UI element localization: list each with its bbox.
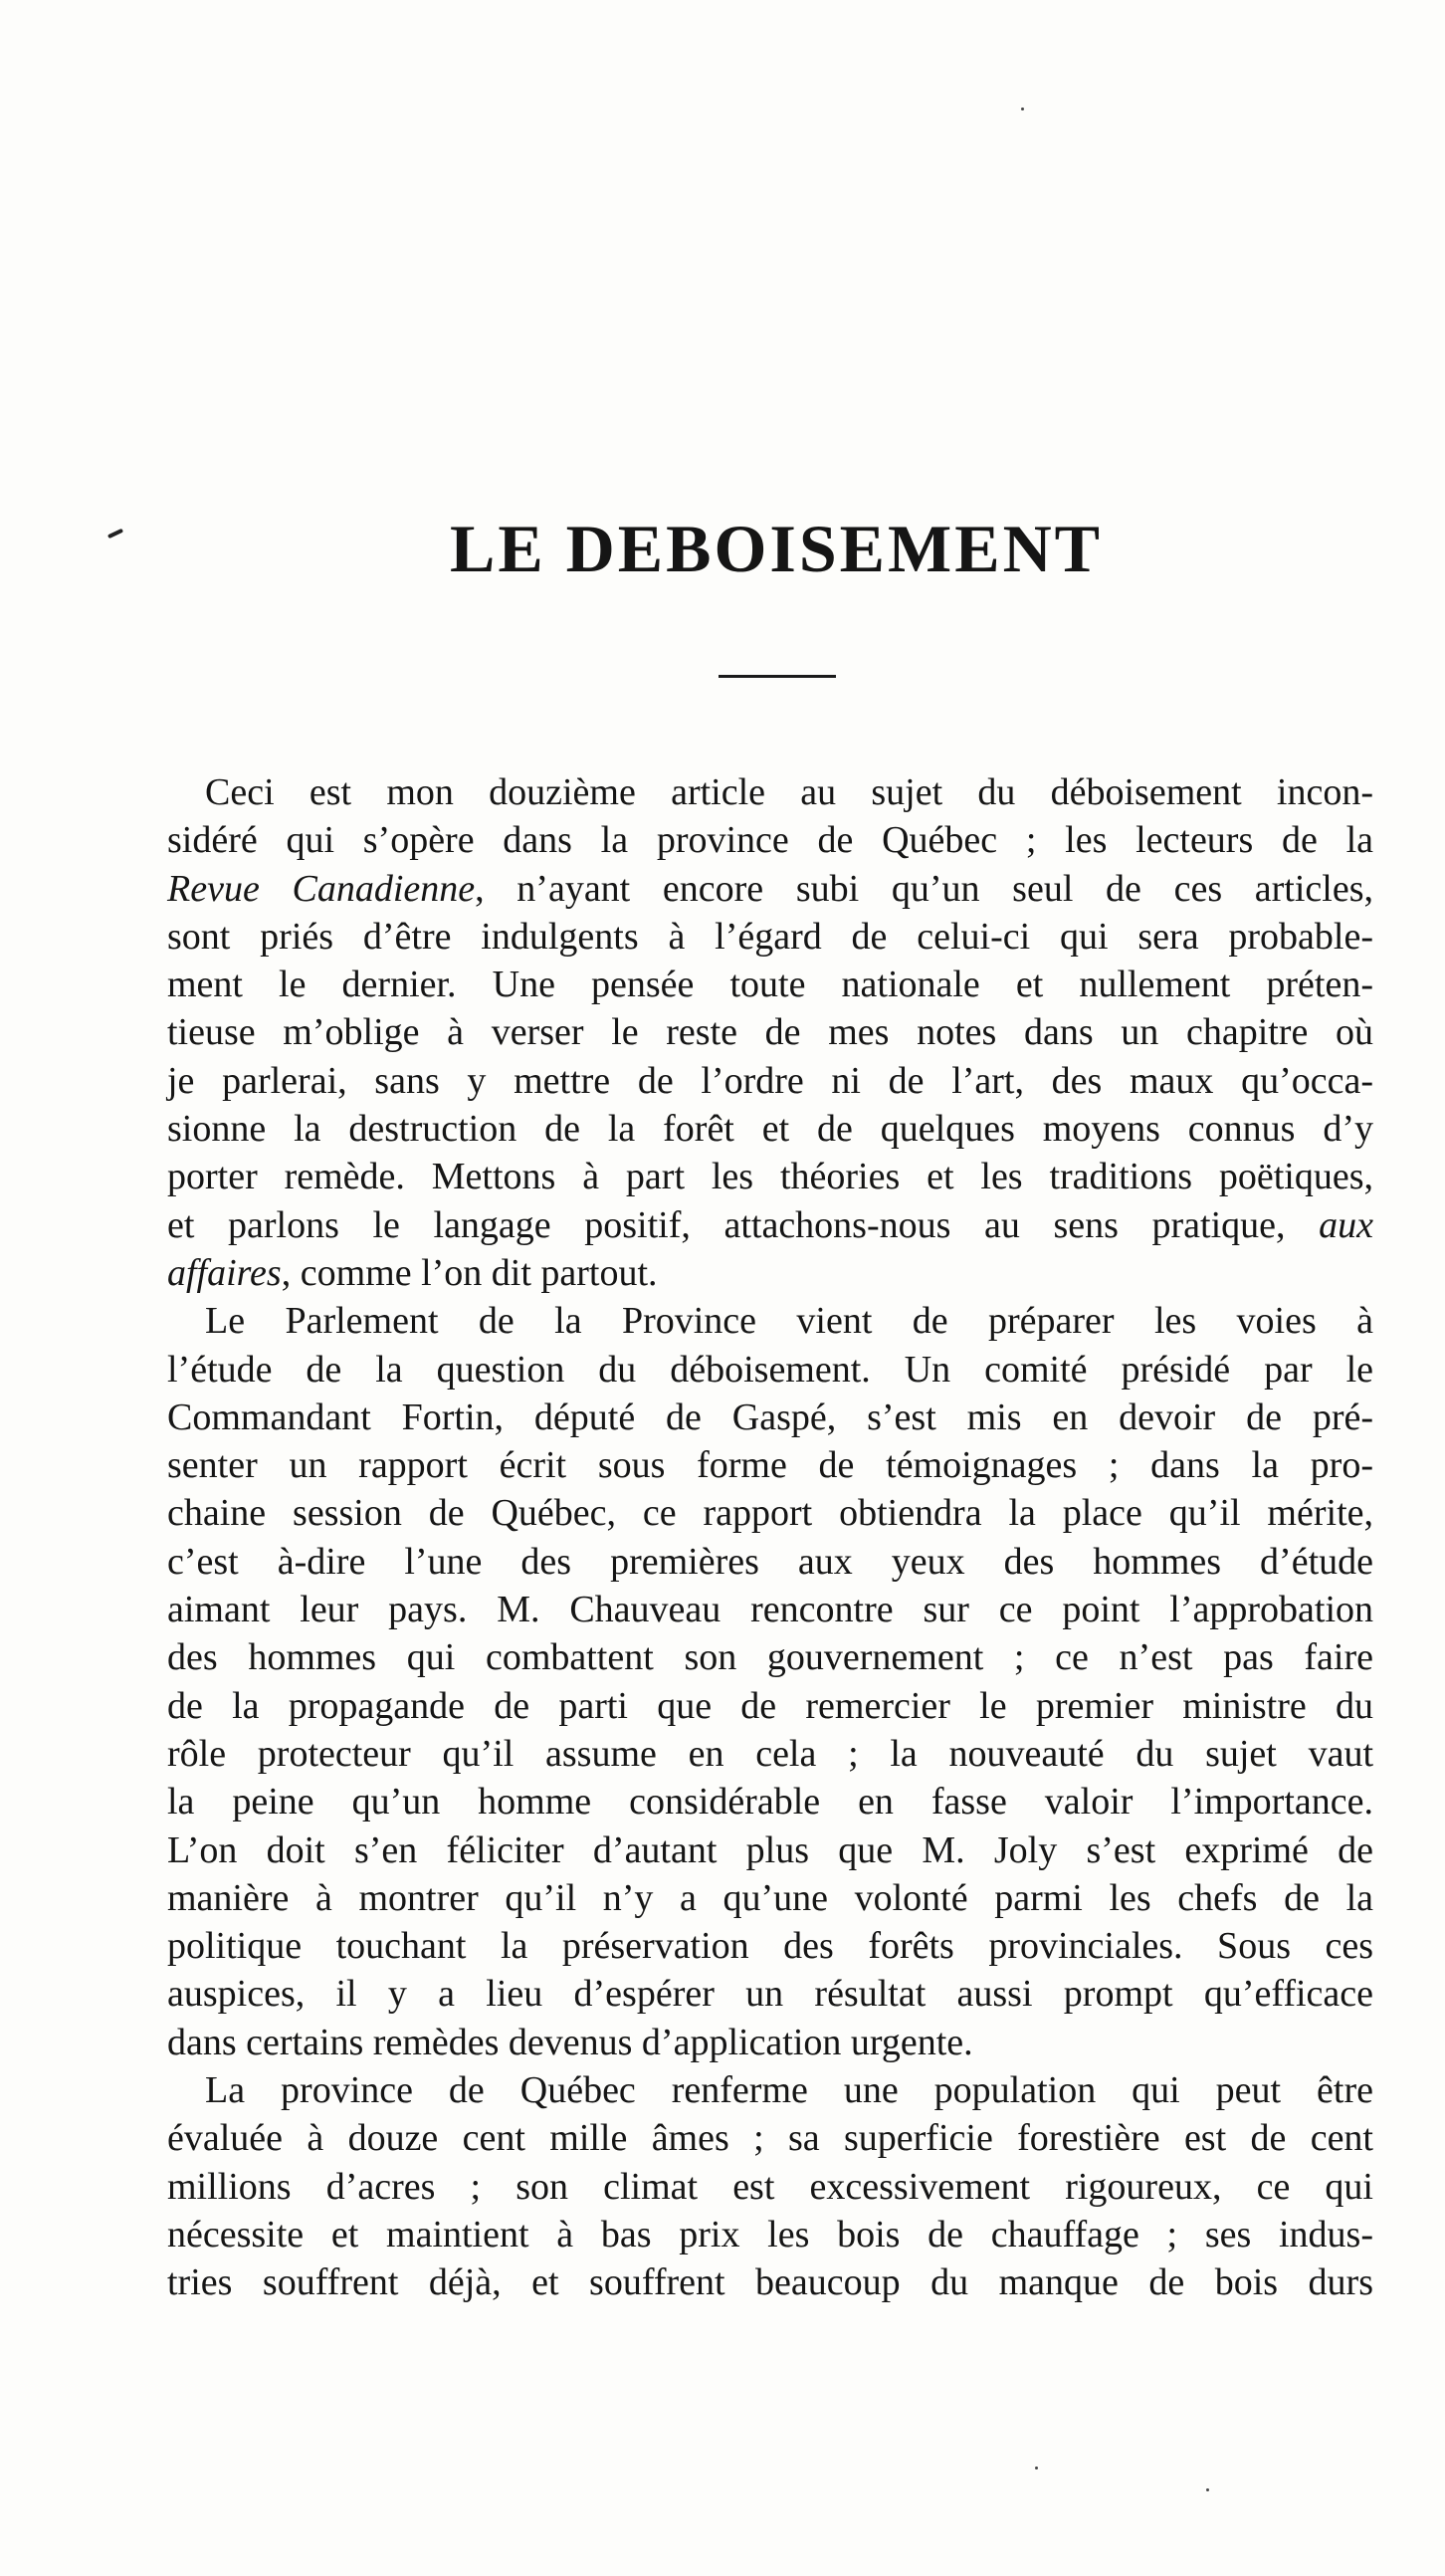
text-line: tries souffrent déjà, et souffrent beaucoup du manque de bois durs bbox=[167, 2261, 1373, 2304]
text-line: la peine qu’un homme considérable en fasse valoir l’importance. bbox=[167, 1781, 1373, 1824]
paragraph bbox=[167, 2066, 1373, 2306]
text-line: millions d’acres ; son climat est excessivement rigoureux, ce qui bbox=[167, 2165, 1373, 2208]
text-line: Ceci est mon douzième article au sujet du déboisement incon- bbox=[205, 771, 1373, 813]
text-line: affaires, comme l’on dit partout. bbox=[167, 1251, 658, 1294]
paragraph bbox=[167, 1297, 1373, 2066]
title-rule bbox=[719, 675, 836, 678]
article-body bbox=[167, 768, 1373, 2307]
text-line: auspices, il y a lieu d’espérer un résultat aussi prompt qu’efficace bbox=[167, 1973, 1373, 2016]
ink-speck bbox=[1206, 2488, 1209, 2491]
text-line: sont priés d’être indulgents à l’égard de celui-ci qui sera probable- bbox=[167, 915, 1373, 958]
text-line: dans certains remèdes devenus d’application urgente. bbox=[167, 2021, 973, 2063]
text-line: manière à montrer qu’il n’y a qu’une volonté parmi les chefs de la bbox=[167, 1876, 1373, 1919]
text-line: tieuse m’oblige à verser le reste de mes notes dans un chapitre où bbox=[167, 1011, 1373, 1054]
text-line: Revue Canadienne, n’ayant encore subi qu’un seul de ces articles, bbox=[167, 867, 1373, 910]
paragraph bbox=[167, 768, 1373, 1297]
text-line: des hommes qui combattent son gouvernement ; ce n’est pas faire bbox=[167, 1636, 1373, 1679]
text-line: porter remède. Mettons à part les théories et les traditions poëtiques, bbox=[167, 1156, 1373, 1198]
text-line: aimant leur pays. M. Chauveau rencontre sur ce point l’approbation bbox=[167, 1589, 1373, 1631]
text-line: Le Parlement de la Province vient de préparer les voies à bbox=[205, 1300, 1373, 1343]
text-line: évaluée à douze cent mille âmes ; sa superficie forestière est de cent bbox=[167, 2117, 1373, 2160]
text-line: je parlerai, sans y mettre de l’ordre ni de l’art, des maux qu’occa- bbox=[167, 1059, 1373, 1102]
text-line: politique touchant la préservation des forêts provinciales. Sous ces bbox=[167, 1925, 1373, 1968]
text-line: chaine session de Québec, ce rapport obtiendra la place qu’il mérite, bbox=[167, 1492, 1373, 1535]
text-line: senter un rapport écrit sous forme de témoignages ; dans la pro- bbox=[167, 1444, 1373, 1487]
text-line: nécessite et maintient à bas prix les bois de chauffage ; ses indus- bbox=[167, 2213, 1373, 2255]
text-line: et parlons le langage positif, attachons-nous au sens pratique, aux bbox=[167, 1203, 1373, 1246]
text-line: La province de Québec renferme une population qui peut être bbox=[205, 2069, 1373, 2112]
text-line: c’est à-dire l’une des premières aux yeux des hommes d’étude bbox=[167, 1540, 1373, 1583]
chapter-title: LE DEBOISEMENT bbox=[449, 511, 1104, 586]
text-line: rôle protecteur qu’il assume en cela ; la nouveauté du sujet vaut bbox=[167, 1732, 1373, 1775]
text-line: sidéré qui s’opère dans la province de Québec ; les lecteurs de la bbox=[167, 819, 1373, 862]
text-line: L’on doit s’en féliciter d’autant plus que M. Joly s’est exprimé de bbox=[167, 1828, 1373, 1871]
ink-speck bbox=[1021, 107, 1024, 110]
text-line: sionne la destruction de la forêt et de quelques moyens connus d’y bbox=[167, 1108, 1373, 1151]
text-line: l’étude de la question du déboisement. Un comité présidé par le bbox=[167, 1348, 1373, 1391]
text-line: ment le dernier. Une pensée toute nationale et nullement préten- bbox=[167, 964, 1373, 1006]
text-line: de la propagande de parti que de remercier le premier ministre du bbox=[167, 1684, 1373, 1727]
ink-speck bbox=[1035, 2467, 1038, 2469]
text-line: Commandant Fortin, député de Gaspé, s’est mis en devoir de pré- bbox=[167, 1395, 1373, 1438]
